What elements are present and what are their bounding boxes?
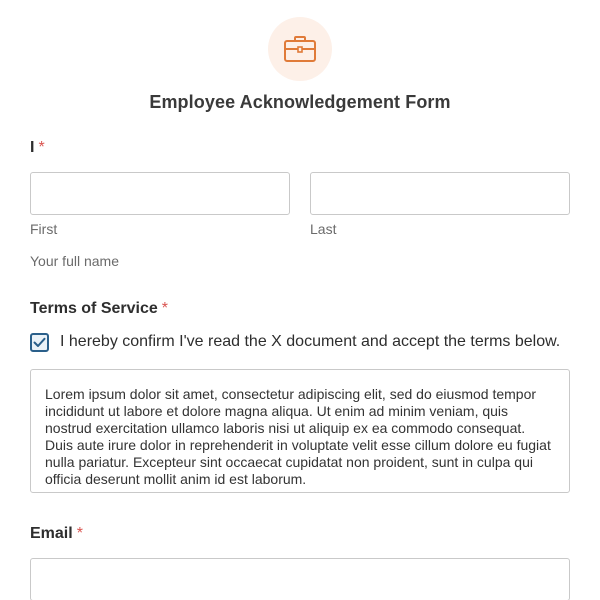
terms-label-text: Terms of Service [30,300,158,317]
required-mark: * [76,525,83,542]
first-name-sublabel: First [30,221,58,237]
terms-checkbox[interactable] [30,333,49,352]
name-label-text: I [30,139,35,156]
email-field-label [30,525,83,543]
name-help-text: Your full name [30,253,119,269]
required-mark: * [38,139,45,156]
email-input[interactable] [30,558,570,600]
first-name-input[interactable] [30,172,290,215]
last-name-input[interactable] [310,172,570,215]
name-field-label [30,139,45,157]
terms-text-box[interactable] [30,369,570,493]
terms-body-text: Lorem ipsum dolor sit amet, consectetur adipiscing elit, sed do eiusmod tempor incididunt ut labore et dolore magna aliqua. Ut enim ad minim veniam, quis nostrud exercitation ullamco laboris nisi ut aliquip ex ea commodo consequat. Duis aute irure dolor in reprehenderit in voluptate velit esse cillum dolore eu fugiat nulla pariatur. Excepteur sint occaecat cupidatat non proident, sunt in culpa qui officia deserunt mollit anim id est laborum. [45,386,551,487]
terms-field-label [30,300,168,318]
required-mark: * [161,300,168,317]
terms-checkbox-label[interactable]: I hereby confirm I've read the X document and accept the terms below. [60,333,561,350]
email-label-text: Email [30,525,73,542]
last-name-sublabel: Last [310,221,337,237]
briefcase-icon [283,35,317,63]
page-title: Employee Acknowledgement Form [149,92,451,112]
checkmark-icon [33,337,46,348]
form-logo [268,17,332,81]
